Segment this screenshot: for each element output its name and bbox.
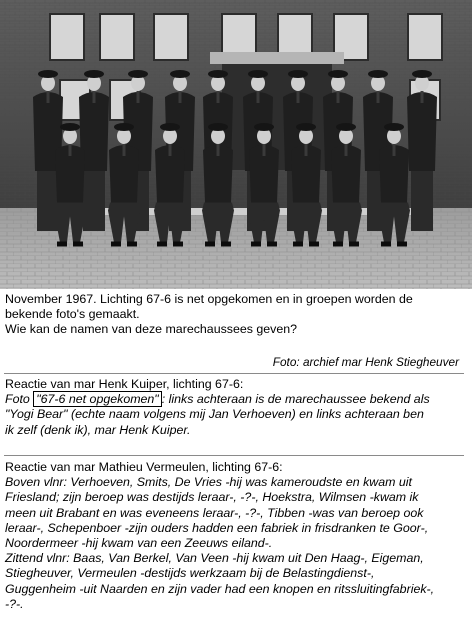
photo-credit: Foto: archief mar Henk Stiegheuver <box>272 355 459 369</box>
photo-illustration <box>0 0 472 289</box>
reaction-text: ik zelf (denk ik), mar Henk Kuiper. <box>5 422 191 437</box>
reaction-text: -?-. <box>5 596 24 611</box>
reaction-text: leraar-, Schepenboer -zijn ouders hadden een fabriek in frisdranken te Goor-, <box>5 520 429 535</box>
window <box>100 14 134 60</box>
highlighted-title: "67-6 net opgekomen" <box>33 391 161 407</box>
reaction-text-part: Foto <box>5 392 34 407</box>
reaction-text: Noordermeer -hij kwam van een Zeeuws eiland-. <box>5 536 273 551</box>
group-photo <box>0 0 472 289</box>
caption-line: November 1967. Lichting 67-6 is net opgekomen en in groepen worden de <box>5 292 413 306</box>
reaction-heading: Reactie van mar Mathieu Vermeulen, lichting 67-6: <box>5 460 283 474</box>
reaction-text: "Yogi Bear" (echte naam volgens mij Jan Verhoeven) en links achteraan ben <box>5 407 424 422</box>
reaction-text <box>5 392 467 407</box>
caption-line: bekende foto's gemaakt. <box>5 307 140 322</box>
window <box>50 14 84 60</box>
reaction-heading: Reactie van mar Henk Kuiper, lichting 67-6: <box>5 377 244 391</box>
divider <box>4 373 464 374</box>
door-canopy <box>210 52 344 64</box>
photo-caption <box>5 292 467 338</box>
reaction-mathieu-vermeulen <box>5 460 467 612</box>
reaction-text: Stiegheuver, Vermeulen -destijds werkzaam bij de Belastingdienst-, <box>5 566 375 581</box>
window <box>408 14 442 60</box>
reaction-text: Boven vlnr: Verhoeven, Smits, De Vries -hij was kameroudste en kwam uit <box>5 475 412 490</box>
reaction-text: Friesland; zijn beroep was destijds leraar-, -?-, Hoekstra, Wilmsen -kwam ik <box>5 490 419 505</box>
window <box>154 14 188 60</box>
reaction-henk-kuiper <box>5 377 467 438</box>
reaction-text: meen uit Brabant en was eveneens leraar-, -?-, Tibben -was van beroep ook <box>5 505 424 520</box>
reaction-text: Zittend vlnr: Baas, Van Berkel, Van Veen -hij kwam uit Den Haag-, Eigeman, <box>5 551 424 566</box>
reaction-text: Guggenheim -uit Naarden en zijn vader had een knopen en ritssluitingfabriek-, <box>5 581 435 596</box>
caption-line: Wie kan de namen van deze marechaussees geven? <box>5 322 298 337</box>
divider <box>4 455 464 456</box>
reaction-text-part: : links achteraan is de marechaussee bekend als <box>161 392 430 407</box>
